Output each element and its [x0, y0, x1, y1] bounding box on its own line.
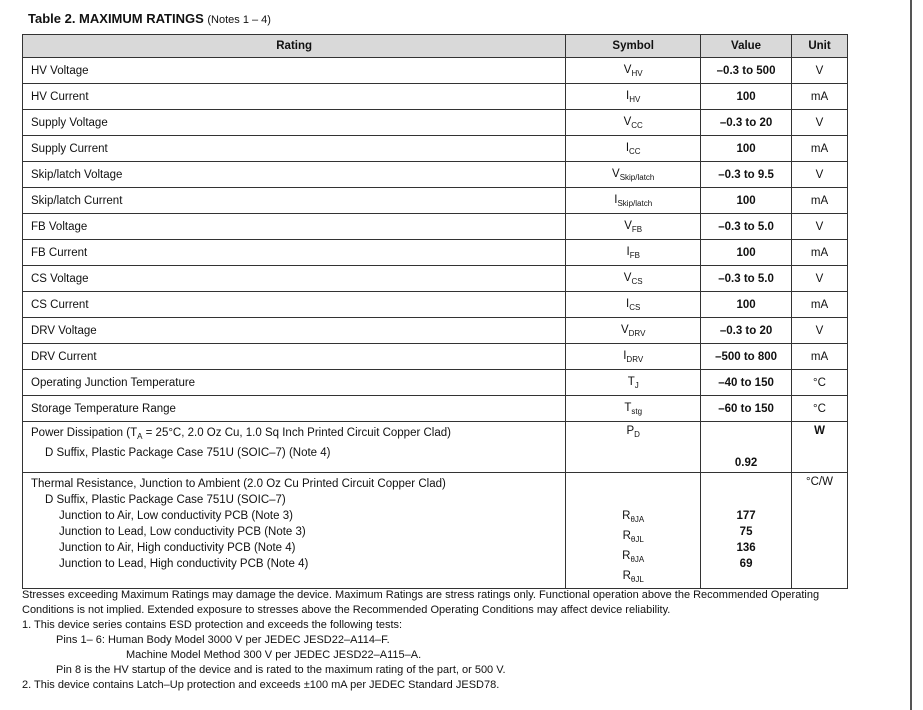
rating-cell [23, 473, 566, 589]
symbol-main: I [625, 141, 630, 154]
symbol-cell [566, 162, 701, 188]
symbol-sub: stg [631, 406, 643, 416]
symbol-main: I [614, 193, 618, 206]
table-row [23, 266, 848, 292]
symbol-main: I [626, 245, 630, 258]
symbol-cell [566, 344, 701, 370]
table-row [23, 136, 848, 162]
rating-cell: Supply Current [23, 136, 566, 162]
symbol-cell [566, 370, 701, 396]
symbol-sub: HV [631, 68, 643, 78]
unit-cell: °C [792, 396, 848, 422]
table-row [23, 344, 848, 370]
unit-cell: mA [792, 240, 848, 266]
rating-cell: CS Current [23, 292, 566, 318]
value-cell: –0.3 to 5.0 [701, 266, 792, 292]
unit-cell: V [792, 318, 848, 344]
table-title [28, 11, 271, 26]
rating-cell: HV Voltage [23, 58, 566, 84]
table-row-power-dissipation [23, 422, 848, 473]
symbol-sub: J [634, 380, 639, 390]
value-cell: –0.3 to 5.0 [701, 214, 792, 240]
symbol-main: V [620, 323, 629, 336]
header-unit: Unit [792, 35, 848, 58]
value-cell: 100 [701, 84, 792, 110]
symbol-cell [566, 473, 701, 589]
thermal-item-label: Junction to Lead, High conductivity PCB (Note 4) [59, 558, 309, 570]
thermal-value: 177 [736, 510, 756, 522]
symbol-cell [566, 292, 701, 318]
symbol-sub: Skip/latch [619, 172, 655, 182]
symbol-cell [566, 58, 701, 84]
value-cell: –0.3 to 500 [701, 58, 792, 84]
thermal-item-label: Junction to Lead, Low conductivity PCB (Note 3) [59, 526, 306, 538]
thermal-item-label: Junction to Air, Low conductivity PCB (Note 3) [59, 510, 293, 522]
symbol-cell [566, 266, 701, 292]
symbol-sub: CC [629, 146, 641, 156]
note-1-pin8: Pin 8 is the HV startup of the device and is rated to the maximum rating of the part, or 500 V. [56, 664, 506, 676]
symbol-sub: DRV [628, 328, 646, 338]
table-row [23, 396, 848, 422]
thermal-package-text: D Suffix, Plastic Package Case 751U (SOIC–7) [45, 494, 286, 506]
symbol-cell [566, 214, 701, 240]
rating-cell: Operating Junction Temperature [23, 370, 566, 396]
unit-cell: V [792, 266, 848, 292]
stress-disclaimer: Stresses exceeding Maximum Ratings may damage the device. Maximum Ratings are stress ratings only. Functional operation above the Recommended Operating Conditions is not implied. Extended exposure to stresses above the Recommended Operating Conditions may affect device reliability. [22, 589, 820, 616]
table-row [23, 240, 848, 266]
symbol-main: V [612, 167, 620, 180]
symbol-sub: FB [631, 224, 643, 234]
power-text-sub: A [137, 432, 143, 441]
note-1-machine-model: Machine Model Method 300 V per JEDEC JESD22–A115–A. [126, 649, 422, 661]
symbol-cell [566, 188, 701, 214]
symbol-main: R [622, 530, 631, 542]
rating-cell: Supply Voltage [23, 110, 566, 136]
symbol-cell [566, 318, 701, 344]
symbol-sub: D [634, 430, 640, 439]
thermal-value: 69 [739, 558, 753, 570]
symbol-main: I [623, 349, 627, 362]
table-row [23, 58, 848, 84]
symbol-main: I [626, 297, 630, 310]
symbol-main: V [623, 115, 632, 128]
header-symbol: Symbol [566, 35, 701, 58]
symbol-main: P [626, 425, 635, 437]
power-text-a: Power Dissipation (T [31, 427, 138, 439]
max-ratings-table [22, 34, 848, 589]
symbol-sub: HV [629, 94, 641, 104]
unit-cell: W [792, 422, 848, 473]
symbol-sub: CC [631, 120, 643, 130]
symbol-main: R [622, 550, 631, 562]
unit-cell: V [792, 58, 848, 84]
rating-cell: FB Current [23, 240, 566, 266]
symbol-cell [566, 110, 701, 136]
footer-notes [22, 588, 862, 693]
value-cell: 100 [701, 188, 792, 214]
table-header-row [23, 35, 848, 58]
page-edge-divider [910, 0, 912, 710]
symbol-sub: Skip/latch [617, 198, 653, 208]
note-1-pins: Pins 1– 6: Human Body Model 3000 V per JEDEC JESD22–A114–F. [56, 634, 390, 646]
power-text-b: = 25°C, 2.0 Oz Cu, 1.0 Sq Inch Printed Circuit Copper Clad) [142, 427, 451, 439]
rating-cell [23, 422, 566, 473]
note-1: 1. This device series contains ESD protection and exceeds the following tests: [22, 619, 403, 631]
unit-cell: mA [792, 292, 848, 318]
rating-cell: Skip/latch Voltage [23, 162, 566, 188]
header-rating: Rating [23, 35, 566, 58]
table-row [23, 214, 848, 240]
value-cell [701, 473, 792, 589]
symbol-main: V [623, 271, 632, 284]
symbol-sub: FB [629, 250, 640, 260]
unit-cell: V [792, 214, 848, 240]
value-cell: –500 to 800 [701, 344, 792, 370]
unit-cell: V [792, 162, 848, 188]
symbol-sub: DRV [626, 354, 644, 364]
unit-cell: mA [792, 344, 848, 370]
value-cell: 0.92 [701, 422, 792, 473]
table-row [23, 84, 848, 110]
symbol-sub: CS [631, 276, 643, 286]
table-row-thermal-resistance [23, 473, 848, 589]
unit-cell: mA [792, 84, 848, 110]
value-cell: 100 [701, 292, 792, 318]
table-row [23, 370, 848, 396]
symbol-sub: θJA [630, 555, 645, 564]
rating-cell: HV Current [23, 84, 566, 110]
note-2: 2. This device contains Latch–Up protection and exceeds ±100 mA per JEDEC Standard JESD78. [22, 679, 500, 691]
symbol-cell [566, 84, 701, 110]
value-cell: –0.3 to 20 [701, 318, 792, 344]
table-row [23, 188, 848, 214]
thermal-value: 75 [739, 526, 753, 538]
value-cell: –40 to 150 [701, 370, 792, 396]
symbol-sub: θJL [630, 575, 644, 584]
value-cell: 100 [701, 136, 792, 162]
thermal-value: 136 [736, 542, 756, 554]
thermal-title-text: Thermal Resistance, Junction to Ambient (2.0 Oz Cu Printed Circuit Copper Clad) [31, 478, 446, 490]
unit-cell: mA [792, 136, 848, 162]
symbol-main: V [623, 63, 632, 76]
value-cell: –60 to 150 [701, 396, 792, 422]
header-value: Value [701, 35, 792, 58]
symbol-cell [566, 136, 701, 162]
unit-cell: °C/W [792, 473, 848, 589]
value-cell: –0.3 to 20 [701, 110, 792, 136]
table-row [23, 110, 848, 136]
value-cell: –0.3 to 9.5 [701, 162, 792, 188]
symbol-cell [566, 422, 701, 473]
table-row [23, 162, 848, 188]
rating-cell: DRV Voltage [23, 318, 566, 344]
symbol-main: R [622, 570, 631, 582]
table-title-notes: (Notes 1 – 4) [207, 14, 271, 26]
table-row [23, 292, 848, 318]
rating-cell: FB Voltage [23, 214, 566, 240]
unit-cell: V [792, 110, 848, 136]
value-cell: 100 [701, 240, 792, 266]
symbol-main: T [627, 375, 635, 388]
symbol-cell [566, 240, 701, 266]
symbol-sub: θJA [630, 515, 645, 524]
rating-cell: CS Voltage [23, 266, 566, 292]
symbol-cell [566, 396, 701, 422]
symbol-sub: θJL [630, 535, 644, 544]
thermal-item-label: Junction to Air, High conductivity PCB (Note 4) [59, 542, 296, 554]
rating-cell: Skip/latch Current [23, 188, 566, 214]
symbol-sub: CS [629, 302, 641, 312]
table-title-text: Table 2. MAXIMUM RATINGS [28, 11, 204, 26]
power-package-text: D Suffix, Plastic Package Case 751U (SOIC–7) (Note 4) [45, 447, 331, 459]
symbol-main: R [622, 510, 631, 522]
table-row [23, 318, 848, 344]
unit-cell: °C [792, 370, 848, 396]
symbol-main: T [624, 401, 632, 414]
symbol-main: I [626, 89, 630, 102]
symbol-main: V [624, 219, 632, 232]
unit-cell: mA [792, 188, 848, 214]
rating-cell: Storage Temperature Range [23, 396, 566, 422]
rating-cell: DRV Current [23, 344, 566, 370]
